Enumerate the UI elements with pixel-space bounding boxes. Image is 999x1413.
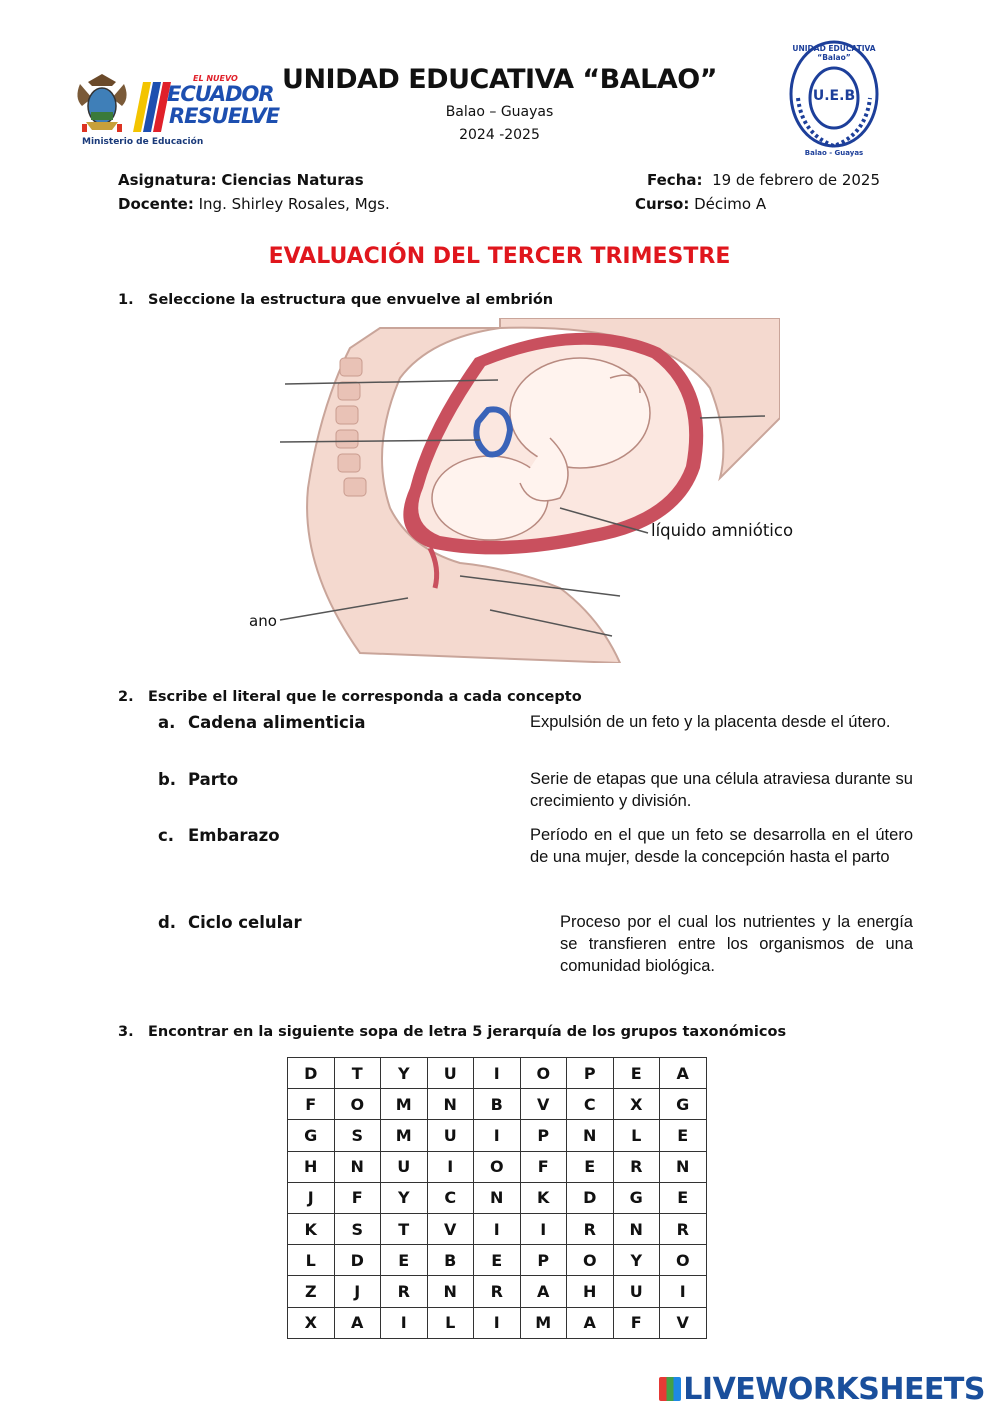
concept-a-letter: a.: [158, 713, 176, 732]
grid-cell[interactable]: P: [520, 1120, 567, 1151]
school-location: Balao – Guayas: [445, 104, 554, 120]
grid-cell[interactable]: U: [613, 1276, 660, 1307]
concept-c: [158, 826, 280, 845]
concept-a-name: Cadena alimenticia: [188, 713, 366, 732]
definition-2: Serie de etapas que una célula atraviesa durante su crecimiento y división.: [530, 770, 913, 810]
grid-row: [288, 1089, 707, 1120]
concept-d-letter: d.: [158, 913, 177, 932]
grid-cell[interactable]: R: [567, 1213, 614, 1244]
grid-cell[interactable]: I: [427, 1151, 474, 1182]
grid-cell[interactable]: V: [427, 1213, 474, 1244]
grid-cell[interactable]: I: [660, 1276, 707, 1307]
grid-cell[interactable]: R: [381, 1276, 428, 1307]
question-3-number: 3.: [118, 1024, 134, 1040]
question-2: [118, 689, 582, 705]
grid-cell[interactable]: L: [427, 1307, 474, 1338]
grid-cell[interactable]: C: [427, 1182, 474, 1213]
word-search-grid: [287, 1057, 707, 1339]
grid-cell[interactable]: I: [474, 1120, 521, 1151]
grid-cell[interactable]: A: [567, 1307, 614, 1338]
concept-b-letter: b.: [158, 770, 177, 789]
grid-cell[interactable]: J: [334, 1276, 381, 1307]
seal-bottom-text: Balao - Guayas: [804, 149, 864, 157]
course-value: Décimo A: [694, 195, 767, 213]
question-1-number: 1.: [118, 292, 134, 308]
brand-top: EL NUEVO: [193, 74, 238, 83]
grid-cell[interactable]: N: [334, 1151, 381, 1182]
grid-cell[interactable]: E: [474, 1245, 521, 1276]
grid-cell[interactable]: I: [474, 1058, 521, 1089]
course-line: [635, 195, 766, 213]
grid-cell[interactable]: U: [427, 1058, 474, 1089]
grid-cell[interactable]: I: [474, 1307, 521, 1338]
grid-cell[interactable]: S: [334, 1213, 381, 1244]
grid-cell[interactable]: E: [660, 1120, 707, 1151]
subject-line: [118, 171, 364, 189]
grid-cell[interactable]: X: [288, 1307, 335, 1338]
seal-ring-text: UNIDAD EDUCATIVA “Balao”: [792, 44, 876, 62]
grid-cell[interactable]: H: [288, 1151, 335, 1182]
grid-cell[interactable]: L: [613, 1120, 660, 1151]
concept-c-letter: c.: [158, 826, 175, 845]
concept-c-name: Embarazo: [188, 826, 280, 845]
grid-row: [288, 1182, 707, 1213]
grid-row: [288, 1058, 707, 1089]
grid-cell[interactable]: M: [381, 1089, 428, 1120]
fetus-in-uterus-icon: [260, 318, 780, 663]
grid-cell[interactable]: Y: [381, 1058, 428, 1089]
grid-cell[interactable]: K: [288, 1213, 335, 1244]
grid-cell[interactable]: P: [567, 1058, 614, 1089]
concept-b-name: Parto: [188, 770, 239, 789]
grid-cell[interactable]: M: [520, 1307, 567, 1338]
grid-cell[interactable]: J: [288, 1182, 335, 1213]
grid-row: [288, 1151, 707, 1182]
teacher-line: [118, 195, 390, 213]
grid-cell[interactable]: O: [567, 1245, 614, 1276]
question-3: [118, 1024, 786, 1040]
grid-cell[interactable]: R: [613, 1151, 660, 1182]
grid-cell[interactable]: G: [613, 1182, 660, 1213]
date-value: 19 de febrero de 2025: [712, 171, 881, 189]
grid-cell[interactable]: F: [520, 1151, 567, 1182]
grid-cell[interactable]: G: [288, 1120, 335, 1151]
grid-cell[interactable]: H: [567, 1276, 614, 1307]
grid-cell[interactable]: F: [288, 1089, 335, 1120]
grid-cell[interactable]: T: [334, 1058, 381, 1089]
grid-cell[interactable]: N: [427, 1276, 474, 1307]
grid-cell[interactable]: A: [520, 1276, 567, 1307]
course-label: Curso:: [635, 195, 690, 213]
grid-cell[interactable]: N: [660, 1151, 707, 1182]
teacher-value: Ing. Shirley Rosales, Mgs.: [198, 195, 390, 213]
date-line: [647, 171, 880, 189]
grid-cell[interactable]: E: [613, 1058, 660, 1089]
grid-cell[interactable]: D: [567, 1182, 614, 1213]
teacher-label: Docente:: [118, 195, 194, 213]
question-3-text: Encontrar en la siguiente sopa de letra 5 jerarquía de los grupos taxonómicos: [148, 1024, 787, 1040]
grid-cell[interactable]: F: [334, 1182, 381, 1213]
grid-cell[interactable]: E: [567, 1151, 614, 1182]
grid-cell[interactable]: U: [427, 1120, 474, 1151]
pregnancy-diagram: [260, 318, 780, 663]
ministry-label: Ministerio de Educación: [82, 137, 204, 147]
subject-value: Ciencias Naturas: [221, 171, 364, 189]
date-label: Fecha:: [647, 171, 703, 189]
grid-cell[interactable]: U: [381, 1151, 428, 1182]
question-2-number: 2.: [118, 689, 134, 705]
school-seal: [788, 38, 880, 160]
grid-cell[interactable]: B: [427, 1245, 474, 1276]
concept-d-name: Ciclo celular: [188, 913, 302, 932]
grid-row: [288, 1120, 707, 1151]
grid-cell[interactable]: C: [567, 1089, 614, 1120]
grid-cell[interactable]: V: [520, 1089, 567, 1120]
liveworksheets-text: LIVEWORKSHEETS: [683, 1372, 985, 1407]
grid-row: [288, 1276, 707, 1307]
subject-label: Asignatura:: [118, 171, 217, 189]
concept-b: [158, 770, 238, 789]
definition-1: Expulsión de un feto y la placenta desde el útero.: [530, 713, 891, 731]
grid-cell[interactable]: O: [334, 1089, 381, 1120]
grid-cell[interactable]: E: [381, 1245, 428, 1276]
label-anus: ano: [249, 612, 277, 630]
grid-cell[interactable]: I: [474, 1213, 521, 1244]
seal-center-text: U.E.B: [812, 88, 856, 104]
grid-cell[interactable]: R: [474, 1276, 521, 1307]
grid-cell[interactable]: M: [381, 1120, 428, 1151]
liveworksheets-brand: [659, 1372, 985, 1407]
grid-cell[interactable]: L: [288, 1245, 335, 1276]
brand-line2: RESUELVE: [169, 104, 280, 128]
grid-cell[interactable]: P: [520, 1245, 567, 1276]
concept-a: [158, 713, 366, 732]
grid-cell[interactable]: N: [567, 1120, 614, 1151]
grid-cell[interactable]: G: [660, 1089, 707, 1120]
grid-cell[interactable]: D: [288, 1058, 335, 1089]
grid-cell[interactable]: N: [474, 1182, 521, 1213]
grid-cell[interactable]: I: [520, 1213, 567, 1244]
grid-cell[interactable]: A: [660, 1058, 707, 1089]
grid-cell[interactable]: O: [520, 1058, 567, 1089]
definition-3: Período en el que un feto se desarrolla en el útero de una mujer, desde la concepción hasta el parto: [530, 826, 913, 866]
grid-cell[interactable]: O: [660, 1245, 707, 1276]
grid-cell[interactable]: O: [474, 1151, 521, 1182]
exam-title: EVALUACIÓN DEL TERCER TRIMESTRE: [268, 244, 731, 269]
grid-cell[interactable]: D: [334, 1245, 381, 1276]
grid-cell[interactable]: K: [520, 1182, 567, 1213]
grid-cell[interactable]: F: [613, 1307, 660, 1338]
liveworksheets-icon: [659, 1377, 681, 1401]
grid-cell[interactable]: X: [613, 1089, 660, 1120]
question-1: [118, 292, 553, 308]
grid-cell[interactable]: B: [474, 1089, 521, 1120]
question-2-text: Escribe el literal que le corresponda a cada concepto: [148, 689, 582, 705]
question-1-text: Seleccione la estructura que envuelve al embrión: [148, 292, 554, 308]
grid-cell[interactable]: I: [381, 1307, 428, 1338]
grid-cell[interactable]: T: [381, 1213, 428, 1244]
grid-row: [288, 1245, 707, 1276]
grid-cell[interactable]: Y: [613, 1245, 660, 1276]
grid-cell[interactable]: A: [334, 1307, 381, 1338]
grid-cell[interactable]: Z: [288, 1276, 335, 1307]
concept-d: [158, 913, 302, 932]
grid-row: [288, 1213, 707, 1244]
school-name: UNIDAD EDUCATIVA “BALAO”: [282, 64, 717, 95]
grid-row: [288, 1307, 707, 1338]
grid-cell[interactable]: S: [334, 1120, 381, 1151]
label-amniotic-fluid: líquido amniótico: [651, 521, 794, 540]
grid-cell[interactable]: E: [660, 1182, 707, 1213]
grid-cell[interactable]: Y: [381, 1182, 428, 1213]
brand-line1: ECUADOR: [167, 82, 274, 106]
grid-cell[interactable]: N: [613, 1213, 660, 1244]
school-year: 2024 -2025: [459, 127, 540, 143]
grid-cell[interactable]: N: [427, 1089, 474, 1120]
definition-4: Proceso por el cual los nutrientes y la energía se transfieren entre los organismos de una comunidad biológica.: [560, 913, 913, 975]
grid-cell[interactable]: R: [660, 1213, 707, 1244]
grid-cell[interactable]: V: [660, 1307, 707, 1338]
